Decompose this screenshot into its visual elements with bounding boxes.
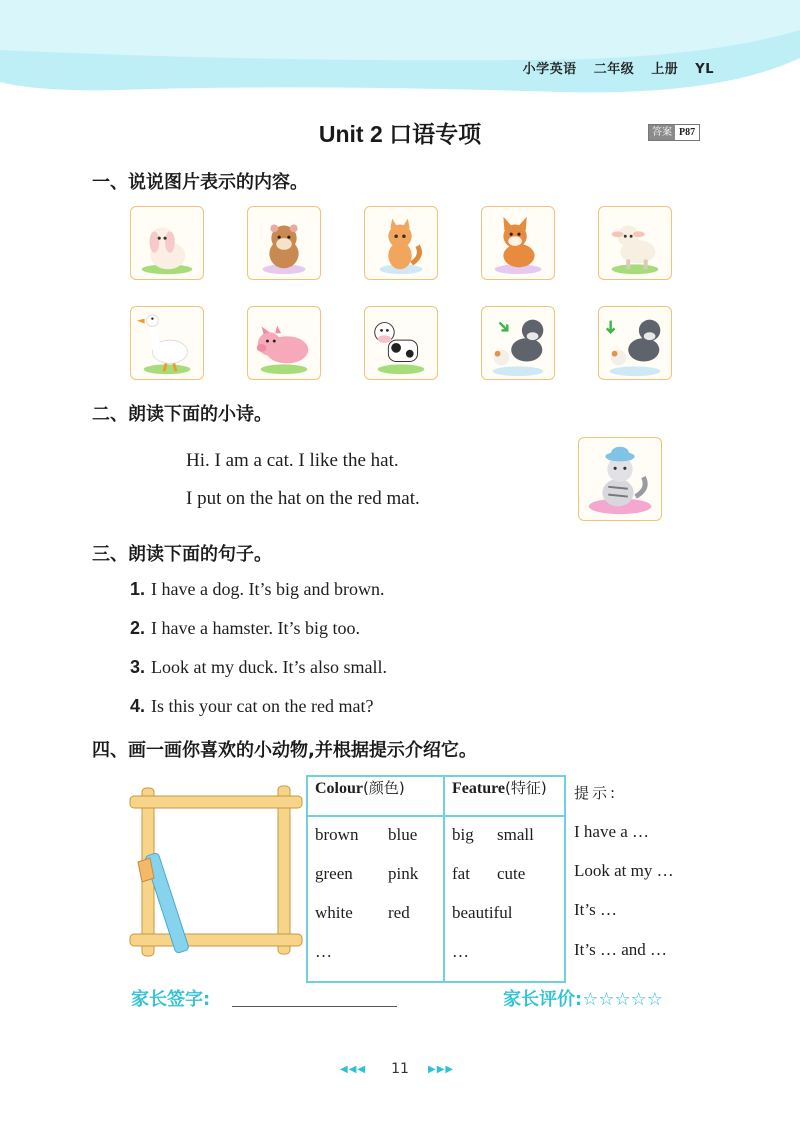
word-table xyxy=(306,775,566,983)
section-4-title: 四、画一画你喜欢的小动物,并根据提示介绍它。 xyxy=(92,740,477,761)
hint-4: It’s … and … xyxy=(574,940,668,959)
pig-picture xyxy=(247,306,321,380)
feature-header xyxy=(444,776,565,816)
feature-row xyxy=(452,942,564,981)
hamster-picture xyxy=(247,206,321,280)
dog-picture xyxy=(481,206,555,280)
colour-header-cn: (颜色) xyxy=(363,779,405,797)
colour-header xyxy=(307,776,444,816)
section-2-title: 二、朗读下面的小诗。 xyxy=(92,404,272,425)
sentence-text: I have a hamster. It’s big too. xyxy=(151,618,360,638)
cat-with-hat-picture xyxy=(578,437,662,521)
cow-picture xyxy=(364,306,438,380)
sentence-text: I have a dog. It’s big and brown. xyxy=(151,579,385,599)
parent-rating-label: 家长评价: xyxy=(503,989,583,1010)
feature-word: beautiful xyxy=(452,903,513,922)
subject-label: 小学英语 xyxy=(522,62,577,77)
colour-word: red xyxy=(388,903,410,922)
sentence-number: 4. xyxy=(130,696,146,716)
answer-label: 答案 xyxy=(649,125,675,140)
colour-word: white xyxy=(315,903,353,922)
colour-row xyxy=(315,825,443,864)
colour-word: blue xyxy=(388,825,418,844)
feature-word: small xyxy=(497,825,534,844)
rating-stars[interactable]: ☆☆☆☆☆ xyxy=(582,989,663,1010)
colour-row xyxy=(315,942,443,981)
dog-and-puppy-picture-1 xyxy=(481,306,555,380)
feature-word: fat xyxy=(452,864,470,883)
colour-column xyxy=(307,816,444,982)
section-1-title: 一、说说图片表示的内容。 xyxy=(92,172,308,193)
cat-picture xyxy=(364,206,438,280)
colour-word: brown xyxy=(315,825,359,844)
section-3-title: 三、朗读下面的句子。 xyxy=(92,544,272,565)
dog-and-puppy-picture-2 xyxy=(598,306,672,380)
sentence-number: 1. xyxy=(130,579,146,599)
grade-label: 二年级 xyxy=(593,62,635,77)
sentence-text: Look at my duck. It’s also small. xyxy=(151,657,387,677)
next-page-icon: ▶▶▶ xyxy=(428,1064,455,1075)
answer-tag[interactable] xyxy=(648,124,700,141)
page-number: 11 xyxy=(391,1061,409,1077)
volume-label: 上册 xyxy=(651,62,679,77)
poem-line-2: I put on the hat on the red mat. xyxy=(186,488,420,509)
feature-header-en: Feature xyxy=(452,780,506,797)
sentence-text: Is this your cat on the red mat? xyxy=(151,696,374,716)
answer-page: P87 xyxy=(675,125,699,140)
sentence-3 xyxy=(130,657,387,678)
hint-3: It’s … xyxy=(574,900,617,919)
feature-header-cn: (特征) xyxy=(505,779,547,797)
colour-row xyxy=(315,864,443,903)
feature-row xyxy=(452,864,564,903)
colour-word: green xyxy=(315,864,353,883)
feature-column xyxy=(444,816,565,982)
feature-word: … xyxy=(452,942,469,961)
header-band xyxy=(0,0,800,95)
colour-word: pink xyxy=(388,864,419,883)
prev-page-icon: ◀◀◀ xyxy=(340,1064,367,1075)
hint-2: Look at my … xyxy=(574,861,674,880)
poem-line-1: Hi. I am a cat. I like the hat. xyxy=(186,450,399,471)
sentence-4 xyxy=(130,696,373,717)
hint-title: 提示: xyxy=(574,784,619,802)
feature-row xyxy=(452,825,564,864)
lamb-picture xyxy=(598,206,672,280)
feature-word: big xyxy=(452,825,474,844)
feature-word: cute xyxy=(497,864,526,883)
rabbit-picture xyxy=(130,206,204,280)
page-title: Unit 2 口语专项 xyxy=(318,121,482,147)
parent-rating xyxy=(503,985,663,1011)
colour-word: … xyxy=(315,942,332,961)
sentence-number: 2. xyxy=(130,618,146,638)
feature-row xyxy=(452,903,564,942)
colour-row xyxy=(315,903,443,942)
edition-label: YL xyxy=(695,62,714,77)
signature-line[interactable] xyxy=(232,1006,397,1007)
hint-1: I have a … xyxy=(574,822,650,841)
sentence-1 xyxy=(130,579,384,600)
sentence-number: 3. xyxy=(130,657,146,677)
parent-signature-label: 家长签字: xyxy=(131,989,211,1010)
sentence-2 xyxy=(130,618,360,639)
book-info xyxy=(511,58,714,77)
duck-picture xyxy=(130,306,204,380)
drawing-frame[interactable] xyxy=(128,782,304,960)
colour-header-en: Colour xyxy=(315,780,363,797)
